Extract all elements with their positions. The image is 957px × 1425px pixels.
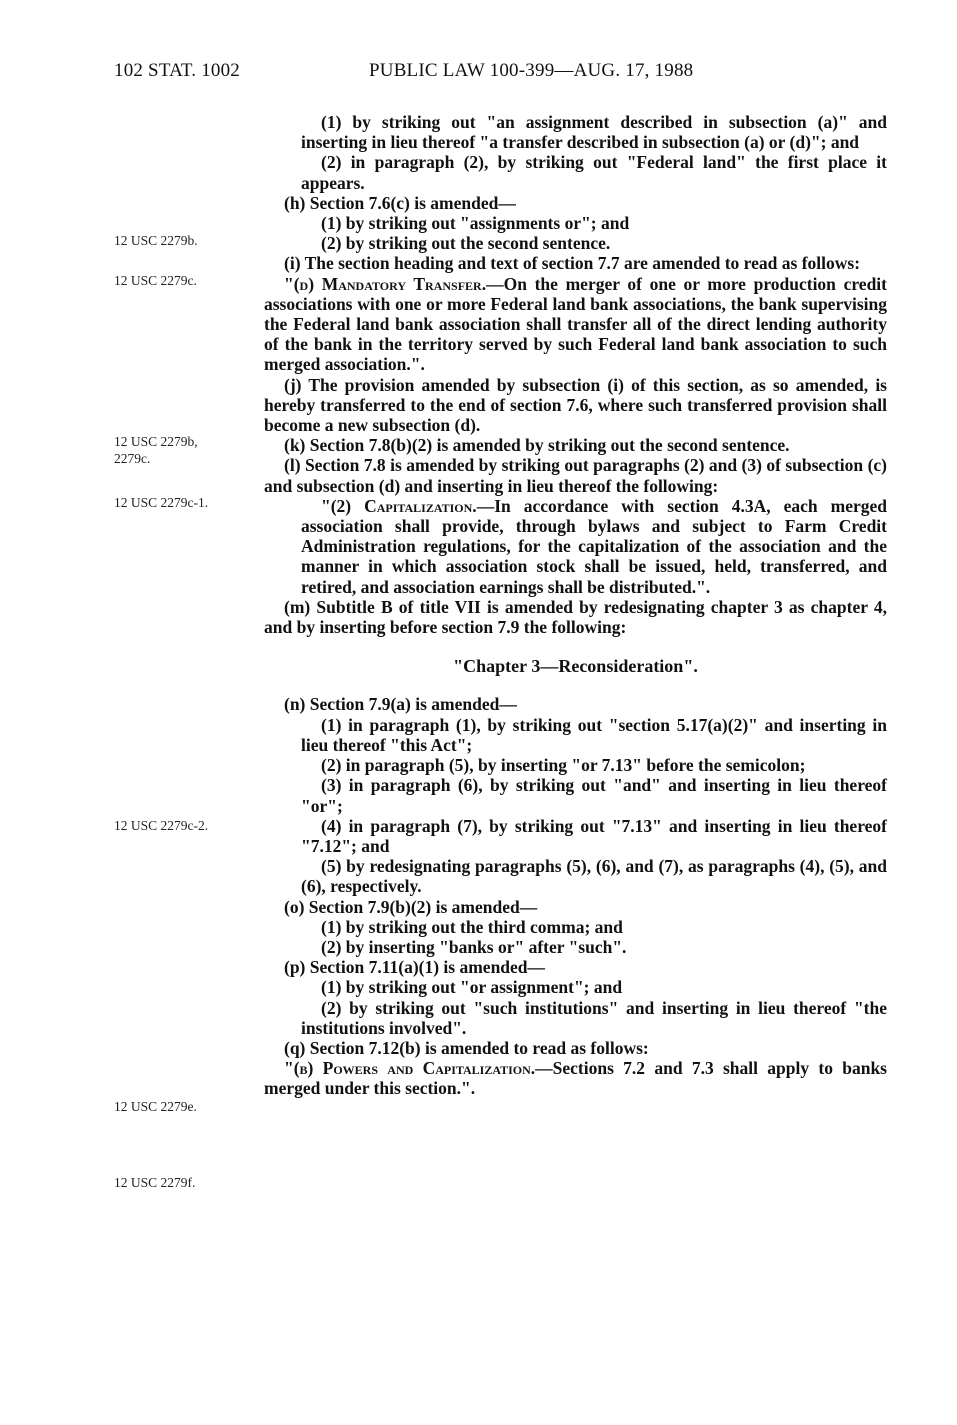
margin-note: 12 USC 2279c-1. xyxy=(114,495,209,510)
document-body xyxy=(264,112,887,1099)
margin-note: 12 USC 2279f. xyxy=(114,1175,196,1190)
section-p: (p) Section 7.11(a)(1) is amended— xyxy=(284,957,546,978)
section-l: (l) Section 7.8 is amended by striking out paragraphs (2) and (3) of subsection (c) and subsection (d) and inserting in lieu thereof the following: xyxy=(264,455,887,496)
paragraph-text: —In accordance with section 4.3A, each merged association shall provide, through bylaws and subject to Farm Credit Administration regulations, for the capitalization of the association and the manner in which association stock shall be issued, held, transferred, and retired, and association earnings shall be distributed.". xyxy=(301,495,887,597)
paragraph: (5) by redesignating paragraphs (5), (6), and (7), as paragraphs (4), (5), and (6), respectively. xyxy=(301,856,887,897)
public-law-title: PUBLIC LAW 100-399—AUG. 17, 1988 xyxy=(369,60,694,81)
subsection-heading: "(b) Powers and Capitalization. xyxy=(284,1058,536,1079)
section-h: (h) Section 7.6(c) is amended— xyxy=(284,192,516,213)
paragraph: (1) by striking out "assignments or"; and xyxy=(321,213,630,234)
section-q: (q) Section 7.12(b) is amended to read as follows: xyxy=(284,1037,649,1058)
section-i: (i) The section heading and text of section 7.7 are amended to read as follows: xyxy=(284,253,861,274)
section-o: (o) Section 7.9(b)(2) is amended— xyxy=(284,896,538,917)
paragraph-heading: "(2) Capitalization. xyxy=(321,495,477,516)
margin-note: 12 USC 2279e. xyxy=(114,1099,197,1114)
margin-note: 12 USC 2279b, 2279c. xyxy=(114,434,198,466)
quoted-paragraph-capitalization xyxy=(264,496,887,597)
subsection-text: —Sections 7.2 and 7.3 shall apply to banks merged under this section.". xyxy=(264,1058,887,1099)
paragraph: (2) in paragraph (2), by striking out "Federal land" the first place it appears. xyxy=(301,152,887,193)
margin-note: 12 USC 2279b. xyxy=(114,233,198,248)
chapter-heading: "Chapter 3—Reconsideration". xyxy=(453,656,698,677)
section-j: (j) The provision amended by subsection (i) of this section, as so amended, is hereby transferred to the end of section 7.6, where such transferred provision shall become a new subsection (d). xyxy=(264,374,887,436)
statute-page-number: 102 STAT. 1002 xyxy=(114,60,241,81)
paragraph: (1) by striking out "an assignment described in subsection (a)" and inserting in lieu thereof "a transfer described in subsection (a) or (d)"; and xyxy=(301,112,887,153)
section-k: (k) Section 7.8(b)(2) is amended by striking out the second sentence. xyxy=(284,435,790,456)
section-m: (m) Subtitle B of title VII is amended by redesignating chapter 3 as chapter 4, and by inserting before section 7.9 the following: xyxy=(264,596,887,638)
paragraph: (2) in paragraph (5), by inserting "or 7.13" before the semicolon; xyxy=(321,755,806,776)
subsection-heading: "(d) Mandatory Transfer. xyxy=(284,273,487,294)
paragraph: (4) in paragraph (7), by striking out "7.13" and inserting in lieu thereof "7.12"; and xyxy=(301,815,887,856)
paragraph: (2) by striking out "such institutions" and inserting in lieu thereof "the institutions involved". xyxy=(301,997,887,1038)
quoted-subsection-b xyxy=(264,1058,887,1098)
paragraph: (2) by striking out the second sentence. xyxy=(321,233,611,254)
margin-note: 12 USC 2279c-2. xyxy=(114,818,209,833)
section-n: (n) Section 7.9(a) is amended— xyxy=(284,694,517,715)
paragraph: (2) by inserting "banks or" after "such". xyxy=(321,936,627,957)
page-header xyxy=(0,60,957,90)
paragraph: (1) by striking out "or assignment"; and xyxy=(321,977,623,998)
subsection-text: —On the merger of one or more production credit associations with one or more Federal land bank associations, the bank supervising the Federal land bank association shall transfer all of the direct lending authority of the bank in the territory served by such Federal land bank association to such merged association.". xyxy=(264,273,887,375)
paragraph: (1) by striking out the third comma; and xyxy=(321,916,623,937)
quoted-subsection-d xyxy=(264,274,887,375)
paragraph: (1) in paragraph (1), by striking out "section 5.17(a)(2)" and inserting in lieu thereof "this Act"; xyxy=(301,714,887,755)
paragraph: (3) in paragraph (6), by striking out "and" and inserting in lieu thereof "or"; xyxy=(301,775,887,816)
margin-note: 12 USC 2279c. xyxy=(114,273,197,288)
